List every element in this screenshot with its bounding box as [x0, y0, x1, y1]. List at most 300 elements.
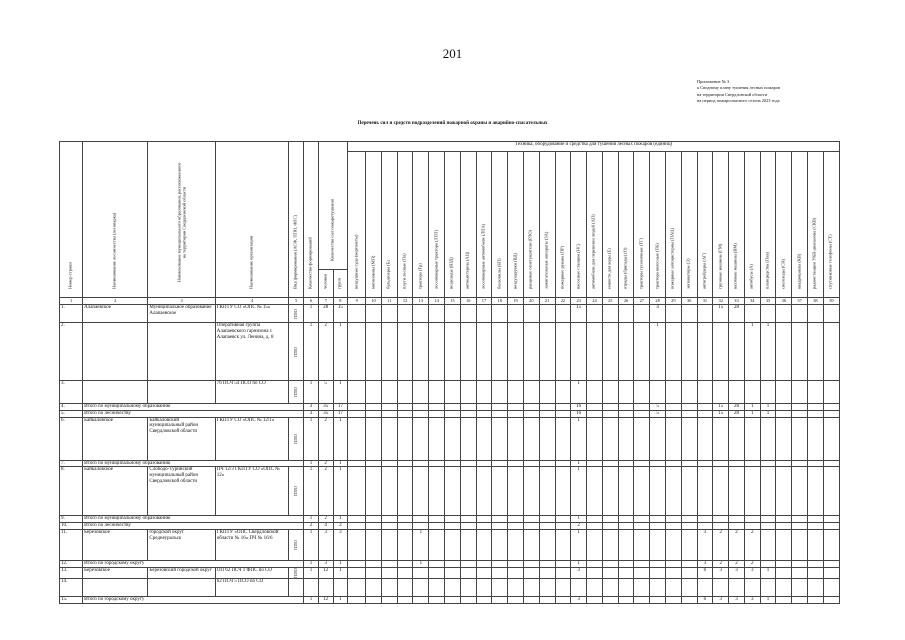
equipment-cell	[587, 567, 603, 578]
equipment-cell	[665, 529, 681, 560]
units-cell: 2	[304, 523, 319, 530]
equipment-cell	[555, 467, 571, 516]
equipment-cell	[539, 596, 555, 603]
appendix-line: на территории Свердловской области	[697, 91, 767, 97]
equipment-cell	[429, 417, 445, 460]
equipment-cell	[555, 523, 571, 530]
equipment-cell	[744, 467, 760, 516]
groups-cell: 1	[333, 323, 348, 381]
equipment-cell	[776, 523, 792, 530]
equipment-cell	[555, 460, 571, 467]
equipment-cell	[602, 567, 618, 578]
unit-type-cell	[289, 467, 304, 516]
equipment-cell	[650, 596, 666, 603]
municipality-cell: Березовский городской округ	[148, 567, 215, 578]
equipment-cell: 3	[713, 596, 729, 603]
equipment-cell	[776, 516, 792, 523]
equipment-cell	[397, 523, 413, 530]
equipment-cell	[823, 529, 839, 560]
equipment-cell: 1	[760, 567, 776, 578]
equipment-cell	[445, 460, 461, 467]
equipment-cell	[508, 323, 524, 381]
equipment-cell	[366, 381, 382, 404]
equipment-cell	[397, 410, 413, 417]
equipment-cell	[381, 417, 397, 460]
equipment-cell	[665, 404, 681, 411]
forestry-cell: Алапаевское	[83, 305, 148, 323]
header-col-10: мотопомпы (МП)	[366, 152, 382, 298]
equipment-cell	[744, 381, 760, 404]
equipment-cell	[381, 529, 397, 560]
units-cell: 1	[304, 467, 319, 516]
organization-cell: 76 ПСЧ 54 ПСО по СО	[215, 381, 289, 404]
equipment-cell: 1	[571, 381, 587, 404]
header-col-25: емкости для воды (Е)	[602, 152, 618, 298]
equipment-cell	[650, 560, 666, 567]
organization-cell: ОП 62 ПСЧ 1 ФПС по СО	[215, 567, 289, 578]
equipment-cell	[650, 567, 666, 578]
table-row	[60, 404, 840, 411]
equipment-cell	[618, 381, 634, 404]
equipment-cell: 3	[713, 567, 729, 578]
equipment-cell	[792, 516, 808, 523]
municipality-cell	[148, 578, 215, 596]
equipment-cell	[681, 516, 697, 523]
equipment-cell: 1	[650, 323, 666, 381]
equipment-cell	[634, 410, 650, 417]
equipment-cell	[602, 460, 618, 467]
equipment-cell: 1	[413, 529, 429, 560]
equipment-cell	[587, 460, 603, 467]
people-cell: 12	[318, 567, 333, 578]
equipment-cell	[729, 323, 745, 381]
people-cell: 28	[318, 305, 333, 323]
header-groups: групп	[333, 270, 348, 298]
equipment-cell: 3	[729, 596, 745, 603]
total-label: Итого по лесничеству	[83, 410, 304, 417]
equipment-cell	[539, 410, 555, 417]
header-col-35: плавсредства (Плв)	[760, 152, 776, 298]
equipment-cell: 1	[571, 529, 587, 560]
equipment-cell	[348, 529, 366, 560]
column-number: 31	[697, 298, 713, 305]
equipment-cell	[381, 567, 397, 578]
equipment-cell	[792, 529, 808, 560]
equipment-cell: 28	[729, 410, 745, 417]
table-cell	[460, 578, 476, 596]
equipment-cell	[555, 410, 571, 417]
equipment-cell	[792, 460, 808, 467]
equipment-cell: 15	[713, 410, 729, 417]
equipment-cell	[602, 529, 618, 560]
unit-type-cell	[289, 578, 304, 596]
equipment-cell	[634, 560, 650, 567]
equipment-cell: 2	[713, 529, 729, 560]
equipment-cell: 3	[571, 567, 587, 578]
equipment-cell	[681, 523, 697, 530]
equipment-cell	[760, 305, 776, 323]
equipment-cell	[634, 460, 650, 467]
equipment-cell	[634, 516, 650, 523]
equipment-cell	[587, 323, 603, 381]
equipment-cell	[697, 305, 713, 323]
header-col-38: радиостанции УКВ-диапазона (СКВ)	[808, 152, 824, 298]
equipment-cell: 1	[744, 404, 760, 411]
equipment-cell	[776, 460, 792, 467]
equipment-cell	[602, 323, 618, 381]
units-cell: 1	[304, 417, 319, 460]
people-cell: 2	[318, 323, 333, 381]
header-col-11: бульдозеры (Б)	[381, 152, 397, 298]
equipment-cell: 1	[571, 460, 587, 467]
equipment-cell	[348, 523, 366, 530]
table-row	[60, 381, 840, 404]
table-row	[60, 560, 840, 567]
equipment-cell	[744, 305, 760, 323]
equipment-cell	[587, 417, 603, 460]
equipment-cell	[697, 516, 713, 523]
table-cell	[476, 578, 492, 596]
total-label: Итого по городскому округу	[83, 560, 304, 567]
column-number: 22	[555, 298, 571, 305]
column-number: 5	[289, 298, 304, 305]
organization-cell: 62 ПСЧ 5 ПСО по СО	[215, 578, 289, 596]
equipment-cell	[681, 596, 697, 603]
equipment-cell	[476, 404, 492, 411]
equipment-cell	[618, 404, 634, 411]
row-number: 15.	[60, 596, 83, 603]
equipment-cell	[792, 404, 808, 411]
total-label: Итого по городскому округу	[83, 596, 304, 603]
equipment-cell	[634, 417, 650, 460]
equipment-cell	[492, 516, 508, 523]
column-number: 7	[318, 298, 333, 305]
equipment-cell	[823, 410, 839, 417]
header-col-37: квадроциклы (КВ)	[792, 152, 808, 298]
equipment-cell	[397, 460, 413, 467]
header-col-12: плуги лесные (Пл)	[397, 152, 413, 298]
equipment-cell	[413, 381, 429, 404]
equipment-cell	[587, 596, 603, 603]
table-cell	[397, 578, 413, 596]
equipment-cell	[413, 417, 429, 460]
table-cell	[318, 578, 333, 596]
table-cell	[808, 578, 824, 596]
total-label: Итого по муниципальному образованию	[83, 460, 304, 467]
equipment-cell	[681, 381, 697, 404]
equipment-cell	[681, 467, 697, 516]
equipment-cell	[665, 596, 681, 603]
equipment-cell	[808, 567, 824, 578]
equipment-cell	[476, 567, 492, 578]
equipment-cell	[587, 523, 603, 530]
people-cell: 2	[318, 467, 333, 516]
equipment-cell	[744, 516, 760, 523]
equipment-cell	[523, 460, 539, 467]
equipment-cell	[776, 305, 792, 323]
equipment-cell	[445, 305, 461, 323]
equipment-cell	[587, 529, 603, 560]
groups-cell: 17	[333, 404, 348, 411]
equipment-cell	[539, 323, 555, 381]
equipment-cell	[429, 460, 445, 467]
equipment-cell	[602, 596, 618, 603]
equipment-cell	[697, 323, 713, 381]
column-number: 17	[476, 298, 492, 305]
equipment-cell	[776, 410, 792, 417]
groups-cell: 15	[333, 305, 348, 323]
row-number: 4.	[60, 404, 83, 411]
equipment-cell	[650, 529, 666, 560]
equipment-cell	[492, 381, 508, 404]
units-cell: 1	[304, 560, 319, 567]
equipment-cell: 5	[650, 404, 666, 411]
table-cell	[445, 578, 461, 596]
equipment-cell	[445, 596, 461, 603]
equipment-cell: 16	[571, 404, 587, 411]
equipment-cell	[681, 560, 697, 567]
equipment-cell	[634, 523, 650, 530]
table-body	[60, 305, 840, 604]
equipment-cell	[808, 305, 824, 323]
equipment-cell	[413, 516, 429, 523]
equipment-cell	[366, 404, 382, 411]
equipment-cell	[587, 305, 603, 323]
equipment-cell	[808, 523, 824, 530]
equipment-cell	[792, 567, 808, 578]
table-row	[60, 567, 840, 578]
equipment-cell: 1	[571, 417, 587, 460]
equipment-cell	[508, 460, 524, 467]
table-cell	[571, 578, 587, 596]
column-number: 37	[792, 298, 808, 305]
equipment-cell	[634, 381, 650, 404]
equipment-cell	[366, 560, 382, 567]
header-people: человек	[318, 270, 333, 298]
equipment-cell	[460, 381, 476, 404]
equipment-cell	[366, 523, 382, 530]
equipment-cell	[760, 523, 776, 530]
units-cell: 3	[304, 410, 319, 417]
row-number: 11.	[60, 529, 83, 560]
header-equipment-group: Техника, оборудование и средства для тушения лесных пожаров (единиц)	[348, 142, 840, 152]
equipment-cell	[381, 410, 397, 417]
table-cell	[650, 578, 666, 596]
equipment-cell	[413, 323, 429, 381]
equipment-cell	[602, 467, 618, 516]
equipment-cell	[508, 417, 524, 460]
equipment-cell	[413, 467, 429, 516]
equipment-cell	[381, 323, 397, 381]
equipment-cell	[808, 323, 824, 381]
equipment-cell	[776, 560, 792, 567]
table-row	[60, 305, 840, 323]
equipment-cell	[492, 467, 508, 516]
equipment-cell	[381, 404, 397, 411]
people-cell: 3	[318, 560, 333, 567]
equipment-cell	[429, 516, 445, 523]
equipment-cell	[476, 596, 492, 603]
equipment-cell	[665, 467, 681, 516]
unit-type-text: ППО	[293, 387, 299, 397]
equipment-cell	[413, 523, 429, 530]
column-number: 32	[713, 298, 729, 305]
equipment-cell	[523, 381, 539, 404]
column-number: 4	[215, 298, 289, 305]
equipment-cell	[429, 381, 445, 404]
equipment-cell	[776, 596, 792, 603]
groups-cell: 1	[333, 460, 348, 467]
equipment-cell	[571, 323, 587, 381]
equipment-cell	[492, 404, 508, 411]
equipment-cell	[760, 460, 776, 467]
table-cell	[555, 578, 571, 596]
equipment-cell	[413, 305, 429, 323]
table-row	[60, 516, 840, 523]
equipment-cell: 4	[650, 305, 666, 323]
row-number: 9.	[60, 516, 83, 523]
equipment-cell	[618, 567, 634, 578]
equipment-cell	[760, 467, 776, 516]
table-row	[60, 410, 840, 417]
people-cell: 2	[318, 417, 333, 460]
equipment-cell	[476, 381, 492, 404]
column-number: 30	[681, 298, 697, 305]
equipment-cell	[602, 404, 618, 411]
equipment-cell	[602, 381, 618, 404]
equipment-cell	[650, 523, 666, 530]
equipment-cell: 1	[760, 410, 776, 417]
equipment-cell	[476, 323, 492, 381]
equipment-cell	[587, 410, 603, 417]
equipment-cell: 28	[729, 305, 745, 323]
column-number: 9	[348, 298, 366, 305]
header-col-39: спутниковые телефоны (СТ)	[823, 152, 839, 298]
appendix-note	[697, 79, 780, 104]
equipment-cell	[618, 516, 634, 523]
equipment-cell	[492, 410, 508, 417]
header-col-24: автомобили для перевозки людей (АП)	[587, 152, 603, 298]
equipment-cell	[366, 516, 382, 523]
header-organization: Наименование организации	[215, 142, 289, 298]
municipality-cell: Слободо-Туринский муниципальный район Свердловской области	[148, 467, 215, 516]
row-number: 3.	[60, 381, 83, 404]
equipment-cell	[460, 467, 476, 516]
equipment-cell	[602, 516, 618, 523]
equipment-cell	[523, 305, 539, 323]
units-cell: 1	[304, 529, 319, 560]
header-col-28: трактора колесные (ТК)	[650, 152, 666, 298]
equipment-cell	[381, 305, 397, 323]
table-row	[60, 467, 840, 516]
header-col-17: лесопожарные автомобили (ЛПА)	[476, 152, 492, 298]
column-number: 18	[492, 298, 508, 305]
header-municipality: Наименование муниципального образования, расположенного на территории Свердловской области	[148, 142, 215, 298]
equipment-cell	[760, 381, 776, 404]
equipment-cell	[460, 567, 476, 578]
column-number: 19	[508, 298, 524, 305]
equipment-cell	[366, 596, 382, 603]
equipment-cell	[381, 523, 397, 530]
equipment-cell	[792, 596, 808, 603]
table-cell	[333, 578, 348, 596]
row-number: 7.	[60, 460, 83, 467]
row-number: 13.	[60, 567, 83, 578]
equipment-cell	[760, 529, 776, 560]
equipment-cell	[397, 417, 413, 460]
equipment-cell	[650, 467, 666, 516]
groups-cell: 1	[333, 417, 348, 460]
equipment-cell: 1	[760, 404, 776, 411]
equipment-cell	[555, 596, 571, 603]
equipment-cell	[366, 323, 382, 381]
equipment-cell	[476, 467, 492, 516]
equipment-cell	[366, 305, 382, 323]
header-col-31: автогрейдеры (АГ)	[697, 152, 713, 298]
equipment-cell	[523, 467, 539, 516]
equipment-cell	[713, 467, 729, 516]
equipment-cell	[429, 523, 445, 530]
equipment-cell	[823, 596, 839, 603]
header-col-15: вездеходы (ВЗД)	[445, 152, 461, 298]
header-col-30: экскаваторы (Э)	[681, 152, 697, 298]
equipment-cell	[681, 529, 697, 560]
equipment-cell	[397, 381, 413, 404]
equipment-cell	[729, 516, 745, 523]
groups-cell: 3	[333, 529, 348, 560]
column-number: 12	[397, 298, 413, 305]
equipment-cell	[445, 410, 461, 417]
units-cell: 1	[304, 596, 319, 603]
equipment-cell	[366, 467, 382, 516]
column-number: 33	[729, 298, 745, 305]
column-number: 2	[83, 298, 148, 305]
equipment-cell	[523, 410, 539, 417]
header-col-14: лесопожарные трактора (ЛПТ)	[429, 152, 445, 298]
equipment-cell	[634, 404, 650, 411]
row-number: 6.	[60, 417, 83, 460]
column-number: 10	[366, 298, 382, 305]
equipment-cell	[492, 567, 508, 578]
equipment-cell	[413, 404, 429, 411]
table-row	[60, 578, 840, 596]
equipment-cell	[492, 460, 508, 467]
column-number: 20	[523, 298, 539, 305]
table-cell	[413, 578, 429, 596]
equipment-cell	[460, 410, 476, 417]
people-cell: 4	[318, 523, 333, 530]
equipment-cell: 15	[713, 404, 729, 411]
equipment-cell: 1	[760, 596, 776, 603]
column-number: 13	[413, 298, 429, 305]
equipment-cell	[618, 596, 634, 603]
unit-type-text: ППО	[293, 308, 299, 319]
equipment-cell	[476, 529, 492, 560]
organization-cell: ПЧ 12/3 ГКПТУ СО «ОПС № 12»	[215, 467, 289, 516]
table-cell	[744, 578, 760, 596]
equipment-cell	[823, 323, 839, 381]
header-row-group	[60, 142, 840, 152]
equipment-cell	[681, 323, 697, 381]
equipment-cell	[729, 467, 745, 516]
equipment-cell	[792, 410, 808, 417]
unit-type-cell	[289, 305, 304, 323]
equipment-cell	[587, 381, 603, 404]
equipment-cell	[429, 567, 445, 578]
equipment-cell	[618, 460, 634, 467]
equipment-cell	[681, 410, 697, 417]
appendix-line: к Сводному плану тушения лесных пожаров	[697, 85, 781, 91]
